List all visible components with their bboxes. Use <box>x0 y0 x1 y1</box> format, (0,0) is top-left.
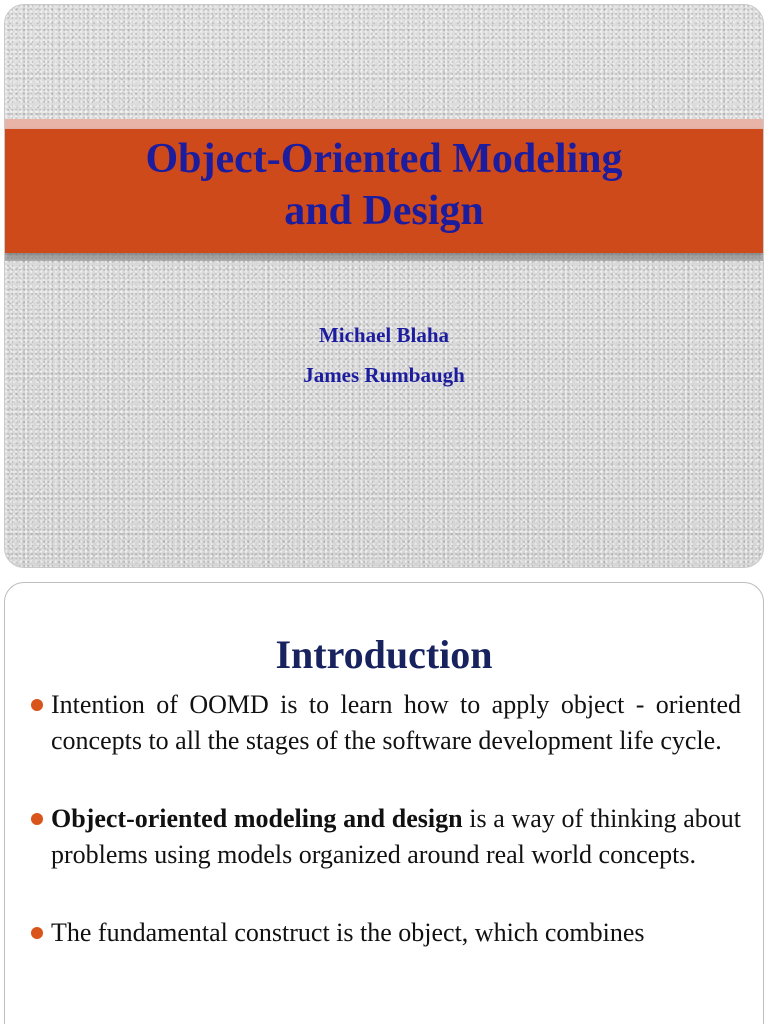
author-name: James Rumbaugh <box>303 363 465 387</box>
title-line-2: and Design <box>284 188 484 234</box>
title-line-1: Object-Oriented Modeling <box>145 136 623 182</box>
bullet-item <box>51 687 741 759</box>
bullet-list <box>51 687 741 993</box>
slide-heading: Introduction <box>275 632 493 677</box>
title-slide <box>4 4 764 568</box>
bullet-dot-icon <box>31 927 43 939</box>
bullet-text: Intention of OOMD is to learn how to apply object - oriented concepts to all the stages of the software development life cycle. <box>51 690 741 755</box>
bullet-text: is a way of thinking about problems using models organized around real world concepts. <box>51 804 741 869</box>
author-list <box>5 315 763 395</box>
bullet-item <box>51 801 741 873</box>
bullet-item <box>51 915 741 951</box>
author-name: Michael Blaha <box>318 323 450 347</box>
title-band-shadow <box>5 253 763 261</box>
presentation-title <box>5 133 763 237</box>
bullet-dot-icon <box>31 813 43 825</box>
intro-slide <box>4 582 764 1024</box>
bullet-text: The fundamental construct is the object, which combines <box>51 918 645 947</box>
title-band-highlight <box>5 119 763 129</box>
bullet-bold-term: Object-oriented modeling and design <box>51 804 463 833</box>
bullet-dot-icon <box>31 699 43 711</box>
